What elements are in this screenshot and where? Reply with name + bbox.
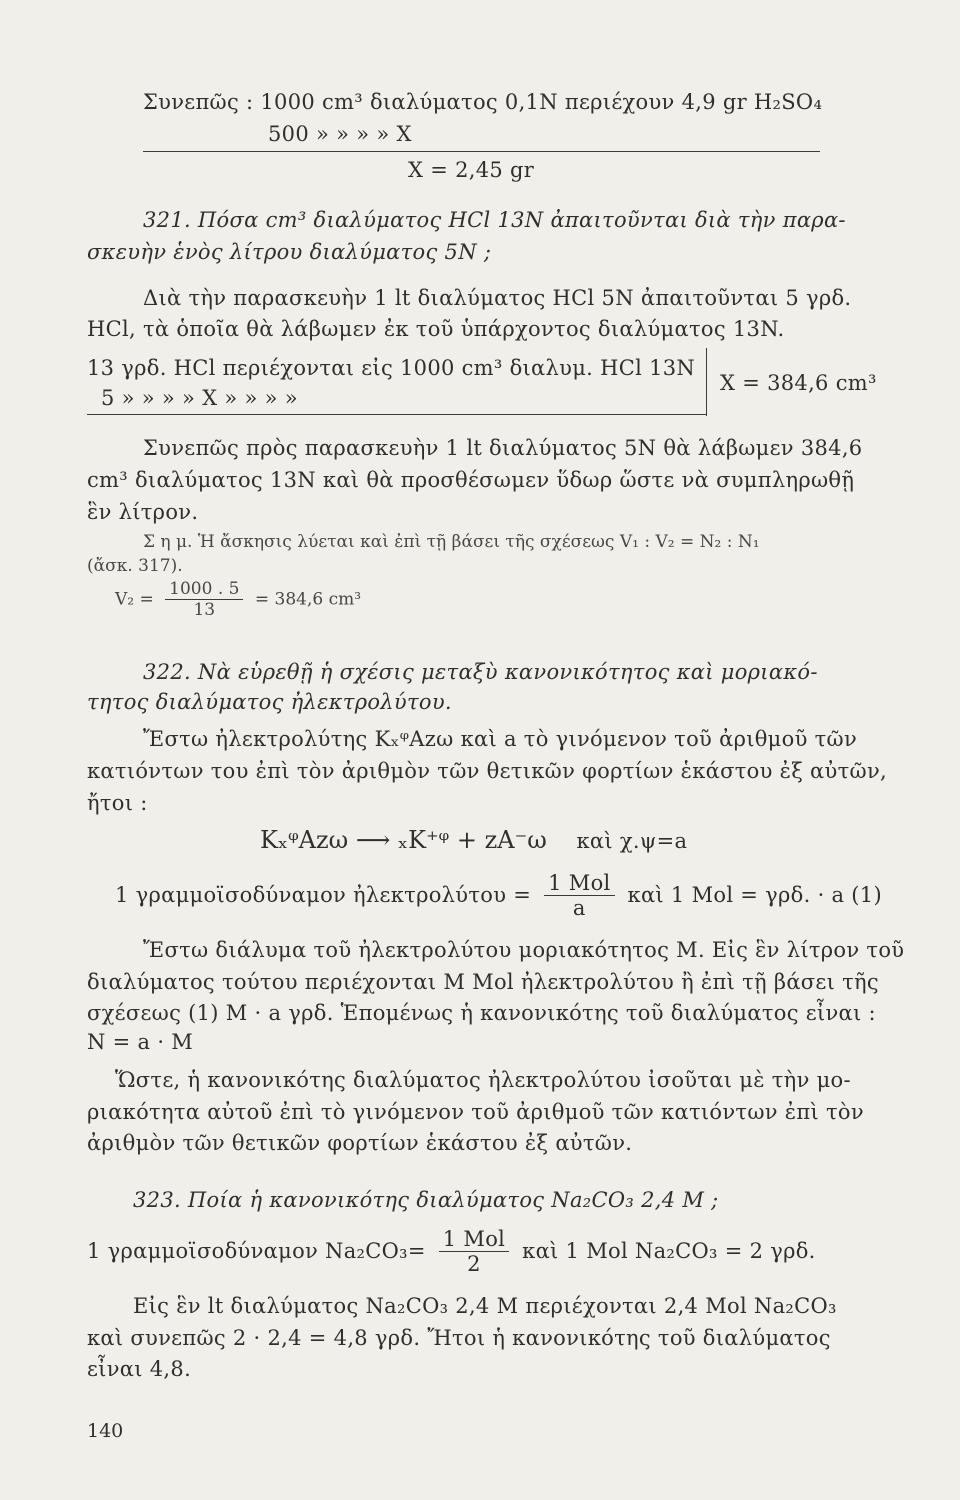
text-line: Ὥστε, ἡ κανονικότης διαλύματος ἠλεκτρολύτου ἰσοῦται μὲ τὴν μο-	[115, 1068, 851, 1092]
text-line: cm³ διαλύματος 13N καὶ θὰ προσθέσωμεν ὕδωρ ὥστε νὰ συμπληρωθῇ	[87, 468, 855, 492]
text-line: Ἔστω διάλυμα τοῦ ἠλεκτρολύτου μοριακότητος M. Εἰς ἓν λίτρον τοῦ	[143, 938, 905, 962]
text-line: διαλύματος τούτου περιέχονται M Mol ἠλεκτρολύτου ἢ ἐπὶ τῇ βάσει τῆς	[87, 970, 879, 994]
equation-lhs: 1 γραμμοϊσοδύναμον ἠλεκτρολύτου =	[115, 883, 532, 908]
text-segment: καὶ a τὸ γινόμενον τοῦ ἀριθμοῦ τῶν	[460, 727, 858, 751]
fraction-denominator: 13	[193, 599, 216, 620]
text-line: HCl, τὰ ὁποῖα θὰ λάβωμεν ἐκ τοῦ ὑπάρχοντος διαλύματος 13N.	[87, 317, 785, 341]
text-line: εἶναι 4,8.	[87, 1357, 192, 1381]
text-line: καὶ συνεπῶς 2 · 2,4 = 4,8 γρδ. Ἤτοι ἡ κανονικότης τοῦ διαλύματος	[87, 1326, 831, 1350]
fraction-denominator: 2	[467, 1252, 481, 1277]
fraction-denominator: a	[572, 896, 586, 921]
fraction	[165, 580, 243, 620]
page-number: 140	[87, 1420, 124, 1442]
problem-322-question: 322. Νὰ εὑρεθῇ ἡ σχέσις μεταξὺ κανονικότητος καὶ μοριακό-	[143, 660, 818, 684]
result-line: X = 2,45 gr	[408, 158, 535, 182]
vertical-rule	[706, 348, 707, 416]
formula-rhs: = 384,6 cm³	[254, 589, 362, 610]
fraction-numerator: 1 Mol	[544, 872, 614, 896]
equation-lhs: 1 γραμμοϊσοδύναμον Na₂CO₃=	[87, 1239, 426, 1264]
text-line: ἤτοι :	[87, 791, 148, 815]
division-rule	[87, 414, 707, 415]
problem-321-question-cont: σκευὴν ἑνὸς λίτρου διαλύματος 5N ;	[87, 240, 492, 264]
proportion-line: 5 » » » » X » » » »	[101, 386, 298, 410]
equation-rhs: καὶ 1 Mol = γρδ. · a (1)	[627, 883, 882, 908]
fraction	[439, 1228, 509, 1277]
problem-321-question: 321. Πόσα cm³ διαλύματος HCl 13N ἀπαιτοῦνται διὰ τὴν παρα-	[143, 208, 846, 232]
equation-rhs: καὶ 1 Mol Na₂CO₃ = 2 γρδ.	[522, 1239, 816, 1264]
reaction-note: καὶ χ.ψ=a	[576, 829, 688, 853]
text-line: κατιόντων του ἐπὶ τὸν ἀριθμὸν τῶν θετικῶν φορτίων ἑκάστου ἐξ αὐτῶν,	[87, 759, 887, 783]
fraction	[544, 872, 614, 921]
fraction-numerator: 1 Mol	[439, 1228, 509, 1252]
formula-line	[115, 580, 361, 620]
division-rule	[143, 151, 820, 152]
fraction-numerator: 1000 . 5	[165, 580, 243, 600]
text-line	[143, 727, 857, 751]
text-line: ἓν λίτρον.	[87, 500, 199, 524]
equivalent-equation	[87, 1228, 816, 1277]
text-line: Συνεπῶς : 1000 cm³ διαλύματος 0,1N περιέχουν 4,9 gr H₂SO₄	[143, 90, 823, 114]
text-line: N = a · M	[87, 1030, 194, 1054]
text-line: σχέσεως (1) M · a γρδ. Ἑπομένως ἡ κανονικότης τοῦ διαλύματος εἶναι :	[87, 1001, 876, 1025]
text-line: ριακότητα αὐτοῦ ἐπὶ τὸ γινόμενον τοῦ ἀριθμοῦ τῶν κατιόντων ἐπὶ τὸν	[87, 1100, 864, 1124]
proportion-line: 13 γρδ. HCl περιέχονται εἰς 1000 cm³ διαλυμ. HCl 13N	[87, 356, 696, 380]
reaction: KₓᵠAzω ⟶ ₓK⁺ᵠ + zA⁻ω	[260, 826, 547, 854]
text-line: ἀριθμὸν τῶν θετικῶν φορτίων ἑκάστου ἐξ αὐτῶν.	[87, 1131, 633, 1155]
text-line: Εἰς ἓν lt διαλύματος Na₂CO₃ 2,4 M περιέχονται 2,4 Mol Na₂CO₃	[133, 1294, 837, 1318]
text-segment: Ἔστω ἠλεκτρολύτης	[143, 727, 368, 751]
note-line: (ἄσκ. 317).	[87, 556, 183, 576]
result-line: X = 384,6 cm³	[720, 371, 877, 395]
dissociation-equation	[260, 826, 687, 854]
note-line: Σ η μ. Ἡ ἄσκησις λύεται καὶ ἐπὶ τῇ βάσει τῆς σχέσεως V₁ : V₂ = N₂ : N₁	[143, 532, 760, 552]
equivalent-equation	[115, 872, 882, 921]
text-line: Διὰ τὴν παρασκευὴν 1 lt διαλύματος HCl 5N ἀπαιτοῦνται 5 γρδ.	[143, 286, 852, 310]
problem-322-question-cont: τητος διαλύματος ἠλεκτρολύτου.	[87, 690, 452, 714]
text-line: 500 » » » » X	[268, 122, 412, 146]
electrolyte-formula: KₓᵠAzω	[374, 727, 454, 751]
problem-323-question: 323. Ποία ἡ κανονικότης διαλύματος Na₂CO₃ 2,4 M ;	[133, 1188, 719, 1212]
formula-lhs: V₂ =	[115, 589, 154, 610]
text-line: Συνεπῶς πρὸς παρασκευὴν 1 lt διαλύματος 5N θὰ λάβωμεν 384,6	[143, 436, 863, 460]
